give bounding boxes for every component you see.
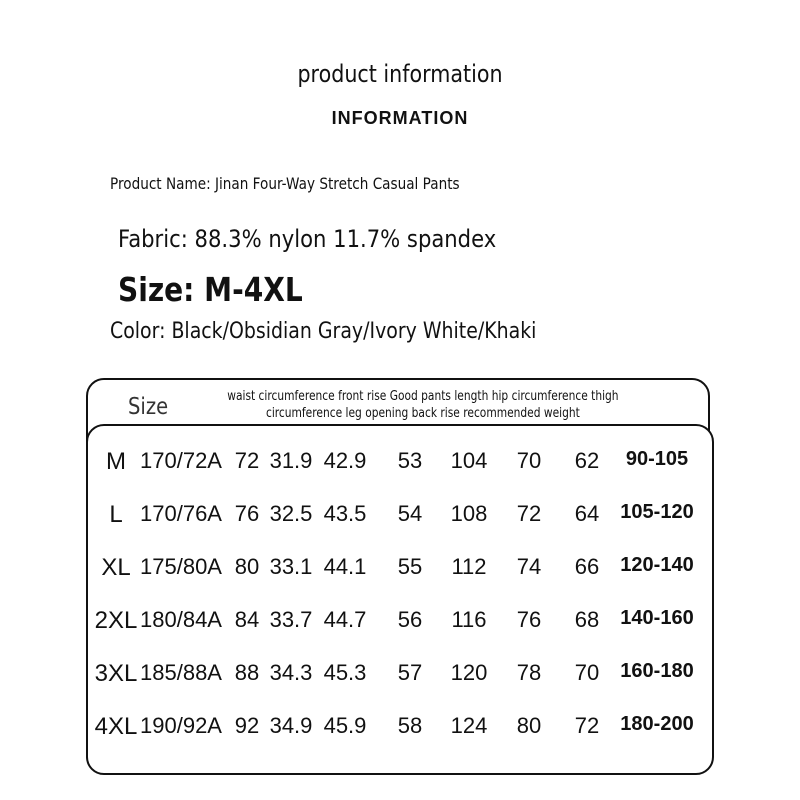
cell-size: XL xyxy=(101,554,131,581)
cell-thigh: 80 xyxy=(516,713,542,738)
cell-code: 185/88A xyxy=(140,660,222,685)
cell-code: 170/76A xyxy=(140,501,222,526)
cell-back: 44.1 xyxy=(323,554,367,579)
product-name: Product Name: Jinan Four-Way Stretch Casual Pants xyxy=(110,174,460,193)
cell-weight: 90-105 xyxy=(625,448,689,470)
cell-code: 190/92A xyxy=(140,713,222,738)
cell-leg: 64 xyxy=(574,501,600,526)
cell-weight: 160-180 xyxy=(620,660,694,682)
cell-pants: 58 xyxy=(397,713,423,738)
cell-weight: 120-140 xyxy=(620,554,694,576)
cell-thigh: 74 xyxy=(516,554,542,579)
table-row xyxy=(0,501,800,541)
cell-front: 32.5 xyxy=(269,501,313,526)
cell-hip: 112 xyxy=(451,554,487,579)
cell-back: 42.9 xyxy=(323,448,367,473)
cell-size: L xyxy=(109,501,123,528)
cell-hip: 108 xyxy=(450,501,488,526)
table-row xyxy=(0,660,800,700)
cell-front: 33.7 xyxy=(269,607,313,632)
cell-waist: 80 xyxy=(234,554,260,579)
cell-back: 45.9 xyxy=(323,713,367,738)
cell-waist: 84 xyxy=(234,607,260,632)
cell-back: 43.5 xyxy=(323,501,367,526)
cell-code: 180/84A xyxy=(140,607,222,632)
cell-front: 33.1 xyxy=(269,554,313,579)
cell-leg: 68 xyxy=(574,607,600,632)
cell-leg: 72 xyxy=(574,713,600,738)
cell-pants: 57 xyxy=(397,660,423,685)
cell-pants: 56 xyxy=(397,607,423,632)
color-options: Color: Black/Obsidian Gray/Ivory White/Khaki xyxy=(110,319,537,344)
page-subtitle: INFORMATION xyxy=(331,108,469,128)
size-column-header: Size xyxy=(128,394,169,420)
cell-pants: 55 xyxy=(397,554,423,579)
cell-leg: 62 xyxy=(574,448,600,473)
cell-code: 170/72A xyxy=(140,448,222,473)
table-row xyxy=(0,607,800,647)
cell-waist: 92 xyxy=(234,713,260,738)
cell-size: M xyxy=(106,448,126,475)
cell-waist: 88 xyxy=(234,660,260,685)
cell-hip: 124 xyxy=(450,713,488,738)
cell-back: 45.3 xyxy=(323,660,367,685)
measurement-columns-header: waist circumference front rise Good pants length hip circumference thigh circumference leg opening back rise recommended weight xyxy=(227,389,619,421)
cell-weight: 105-120 xyxy=(620,501,694,523)
table-row xyxy=(0,554,800,594)
cell-pants: 54 xyxy=(397,501,423,526)
cell-size: 4XL xyxy=(94,713,138,740)
table-row xyxy=(0,448,800,488)
cell-back: 44.7 xyxy=(323,607,367,632)
cell-size: 2XL xyxy=(94,607,138,634)
cell-front: 34.3 xyxy=(269,660,313,685)
cell-front: 31.9 xyxy=(269,448,313,473)
cell-leg: 70 xyxy=(574,660,600,685)
cell-size: 3XL xyxy=(94,660,138,687)
table-row xyxy=(0,713,800,753)
cell-weight: 140-160 xyxy=(620,607,694,629)
cell-thigh: 76 xyxy=(516,607,542,632)
cell-thigh: 78 xyxy=(516,660,542,685)
cell-front: 34.9 xyxy=(269,713,313,738)
cell-pants: 53 xyxy=(397,448,423,473)
fabric-info: Fabric: 88.3% nylon 11.7% spandex xyxy=(118,225,497,253)
cell-waist: 72 xyxy=(234,448,260,473)
cell-hip: 104 xyxy=(450,448,488,473)
cell-thigh: 72 xyxy=(516,501,542,526)
cell-code: 175/80A xyxy=(140,554,222,579)
cell-hip: 120 xyxy=(450,660,488,685)
page-title: product information xyxy=(297,60,503,88)
cell-thigh: 70 xyxy=(516,448,542,473)
cell-leg: 66 xyxy=(574,554,600,579)
size-range: Size: M-4XL xyxy=(118,270,303,309)
cell-hip: 116 xyxy=(451,607,487,632)
cell-waist: 76 xyxy=(234,501,260,526)
cell-weight: 180-200 xyxy=(620,713,694,735)
